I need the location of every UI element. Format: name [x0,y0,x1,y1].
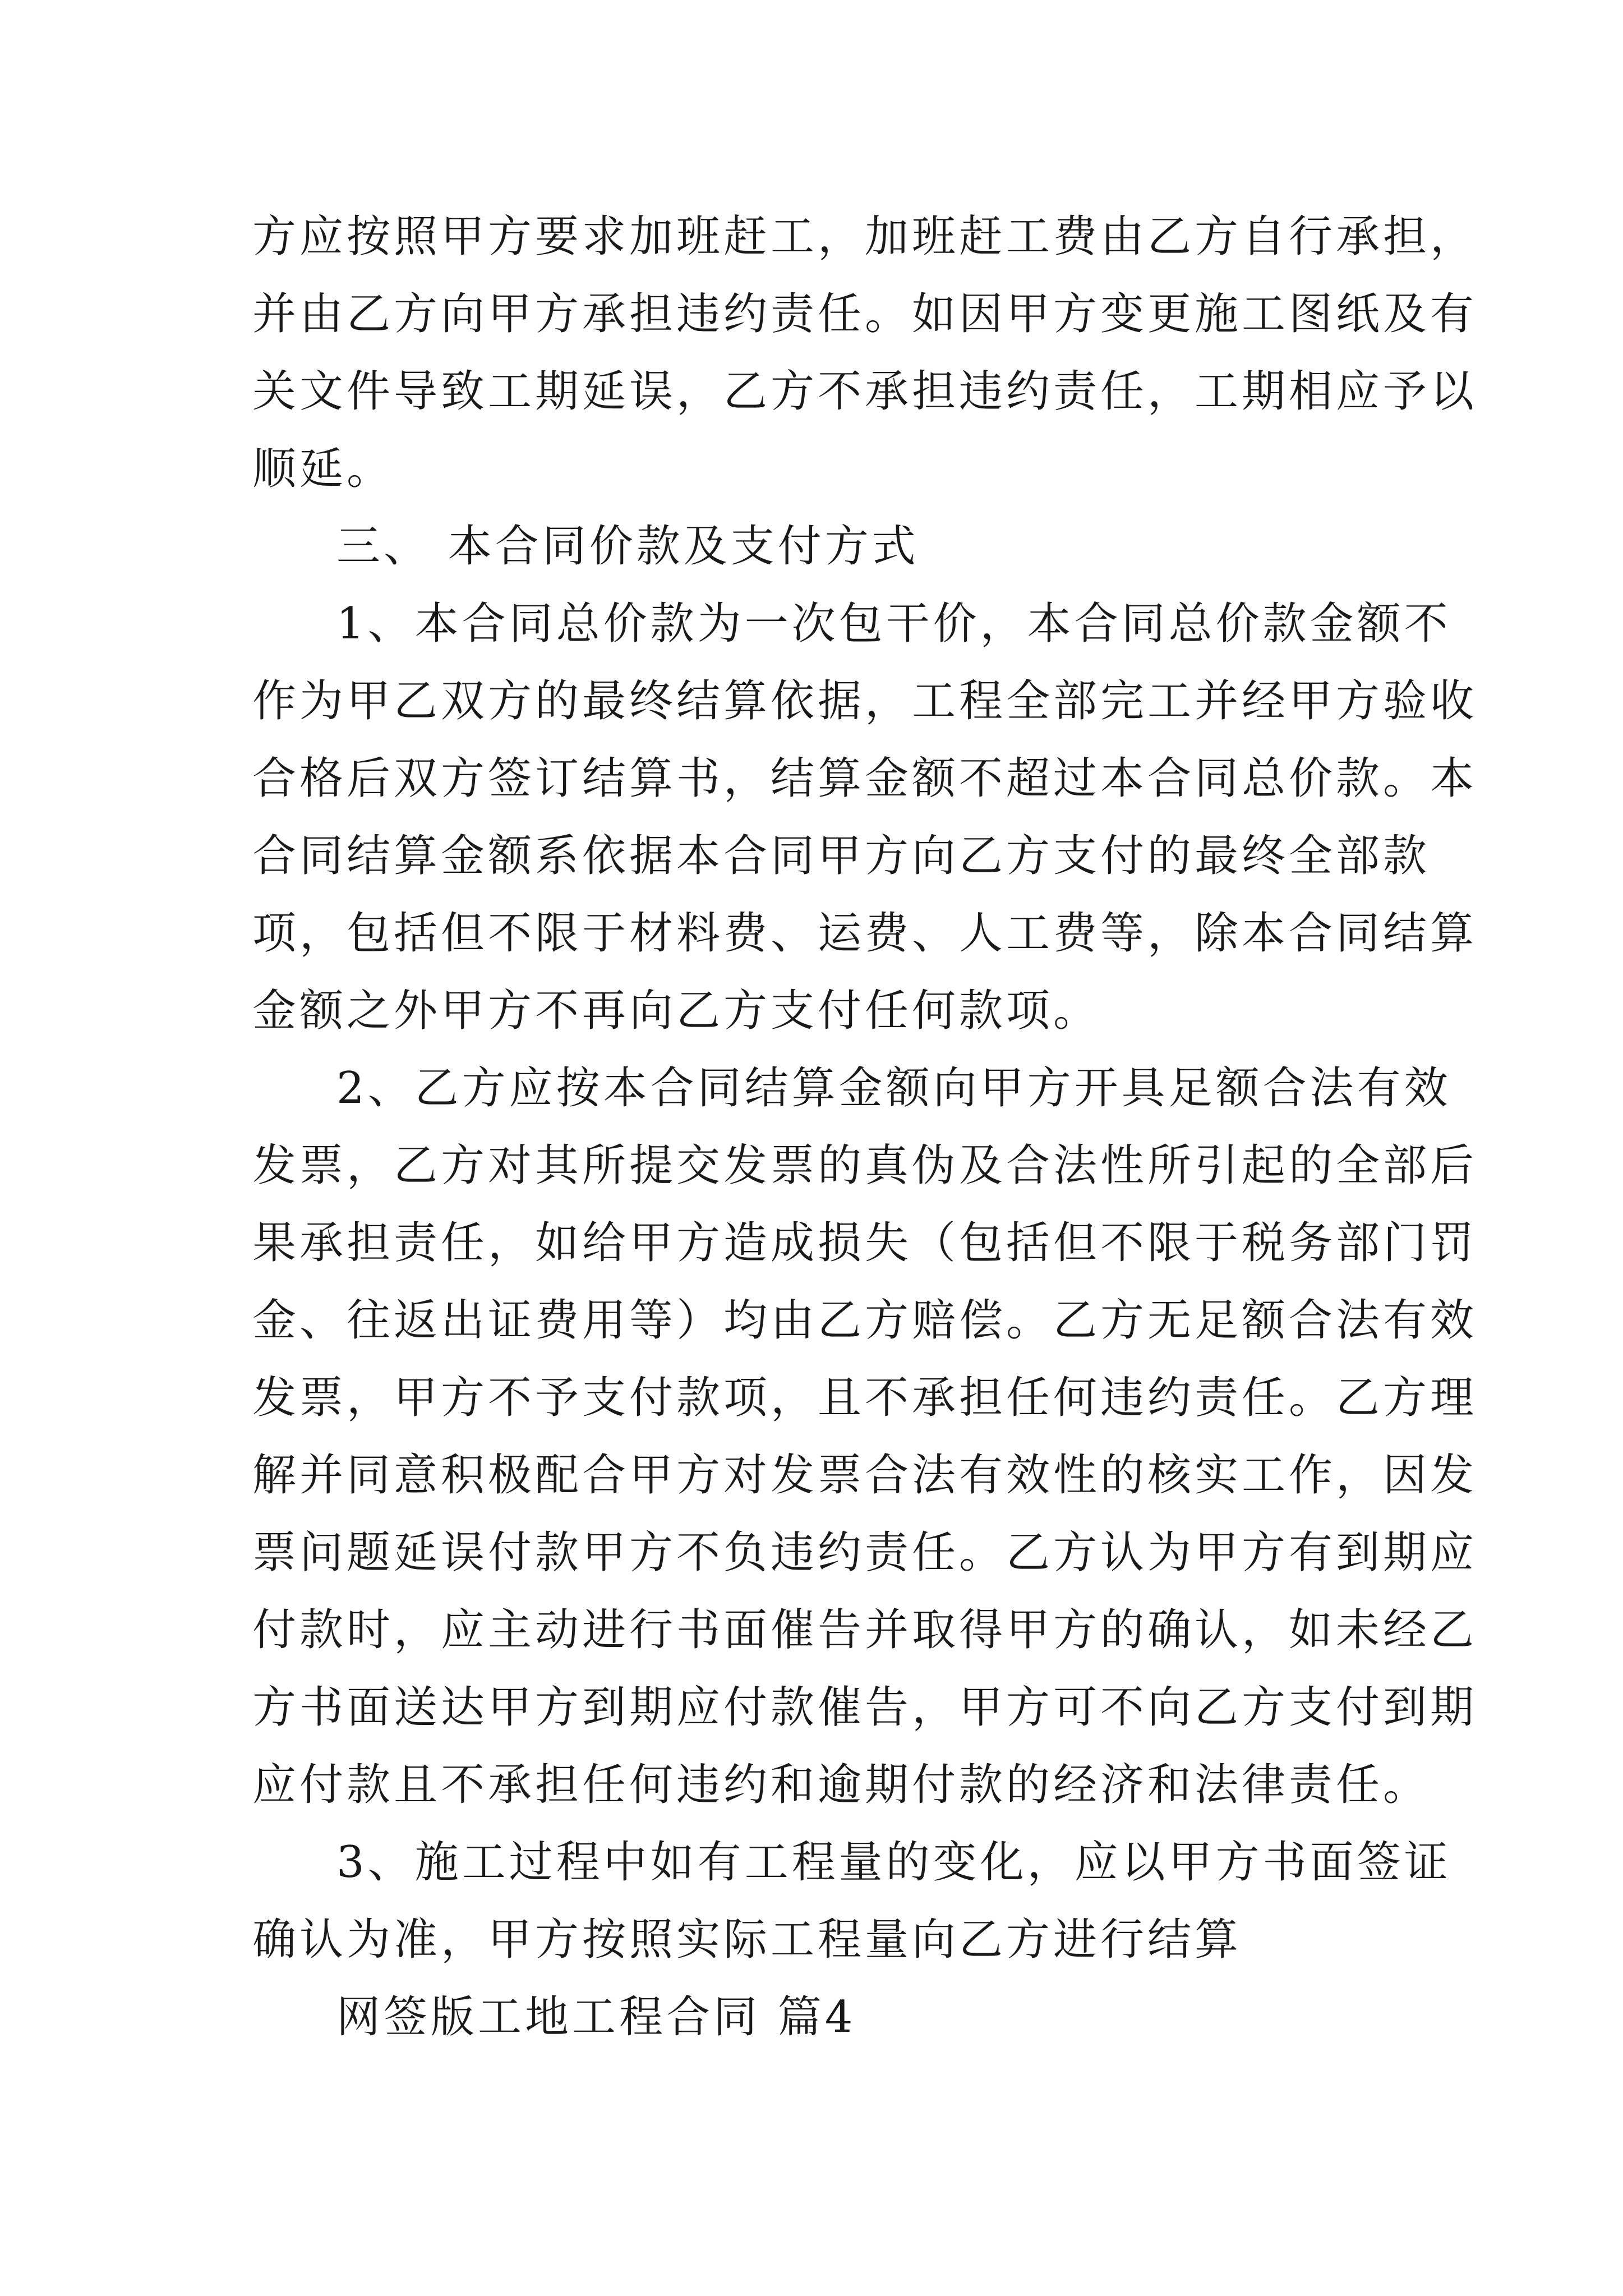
paragraph-line: 付款时，应主动进行书面催告并取得甲方的确认，如未经乙 [252,1605,1478,1655]
paragraph-line: 应付款且不承担任何违约和逾期付款的经济和法律责任。 [252,1760,1431,1810]
paragraph-line: 金额之外甲方不再向乙方支付任何款项。 [252,986,1101,1036]
paragraph-line: 金、往返出证费用等）均由乙方赔偿。乙方无足额合法有效 [252,1295,1478,1346]
section-title: 网签版工地工程合同 篇4 [336,1992,856,2042]
paragraph-line: 并由乙方向甲方承担违约责任。如因甲方变更施工图纸及有 [252,289,1478,339]
paragraph-line: 方应按照甲方要求加班赶工，加班赶工费由乙方自行承担， [252,211,1478,262]
paragraph-line: 解并同意积极配合甲方对发票合法有效性的核实工作，因发 [252,1450,1478,1501]
paragraph-line: 作为甲乙双方的最终结算依据，工程全部完工并经甲方验收 [252,676,1478,726]
paragraph-line: 2、乙方应按本合同结算金额向甲方开具足额合法有效 [336,1063,1451,1114]
paragraph-line: 3、施工过程中如有工程量的变化，应以甲方书面签证 [336,1837,1451,1888]
paragraph-line: 发票，甲方不予支付款项，且不承担任何违约责任。乙方理 [252,1373,1478,1423]
paragraph-line: 合同结算金额系依据本合同甲方向乙方支付的最终全部款 [252,831,1431,881]
section-heading: 三、 本合同价款及支付方式 [336,521,919,572]
paragraph-line: 关文件导致工期延误，乙方不承担违约责任，工期相应予以 [252,366,1478,417]
paragraph-line: 项，包括但不限于材料费、运费、人工费等，除本合同结算 [252,908,1478,959]
paragraph-line: 合格后双方签订结算书，结算金额不超过本合同总价款。本 [252,753,1478,804]
paragraph-line: 1、本合同总价款为一次包干价，本合同总价款金额不 [336,599,1451,649]
paragraph-line: 票问题延误付款甲方不负违约责任。乙方认为甲方有到期应 [252,1527,1478,1578]
paragraph-line: 确认为准，甲方按照实际工程量向乙方进行结算 [252,1915,1242,1965]
paragraph-line: 果承担责任，如给甲方造成损失（包括但不限于税务部门罚 [252,1218,1478,1268]
paragraph-line: 发票，乙方对其所提交发票的真伪及合法性所引起的全部后 [252,1140,1478,1191]
paragraph-line: 方书面送达甲方到期应付款催告，甲方可不向乙方支付到期 [252,1682,1478,1733]
paragraph-line: 顺延。 [252,444,394,494]
